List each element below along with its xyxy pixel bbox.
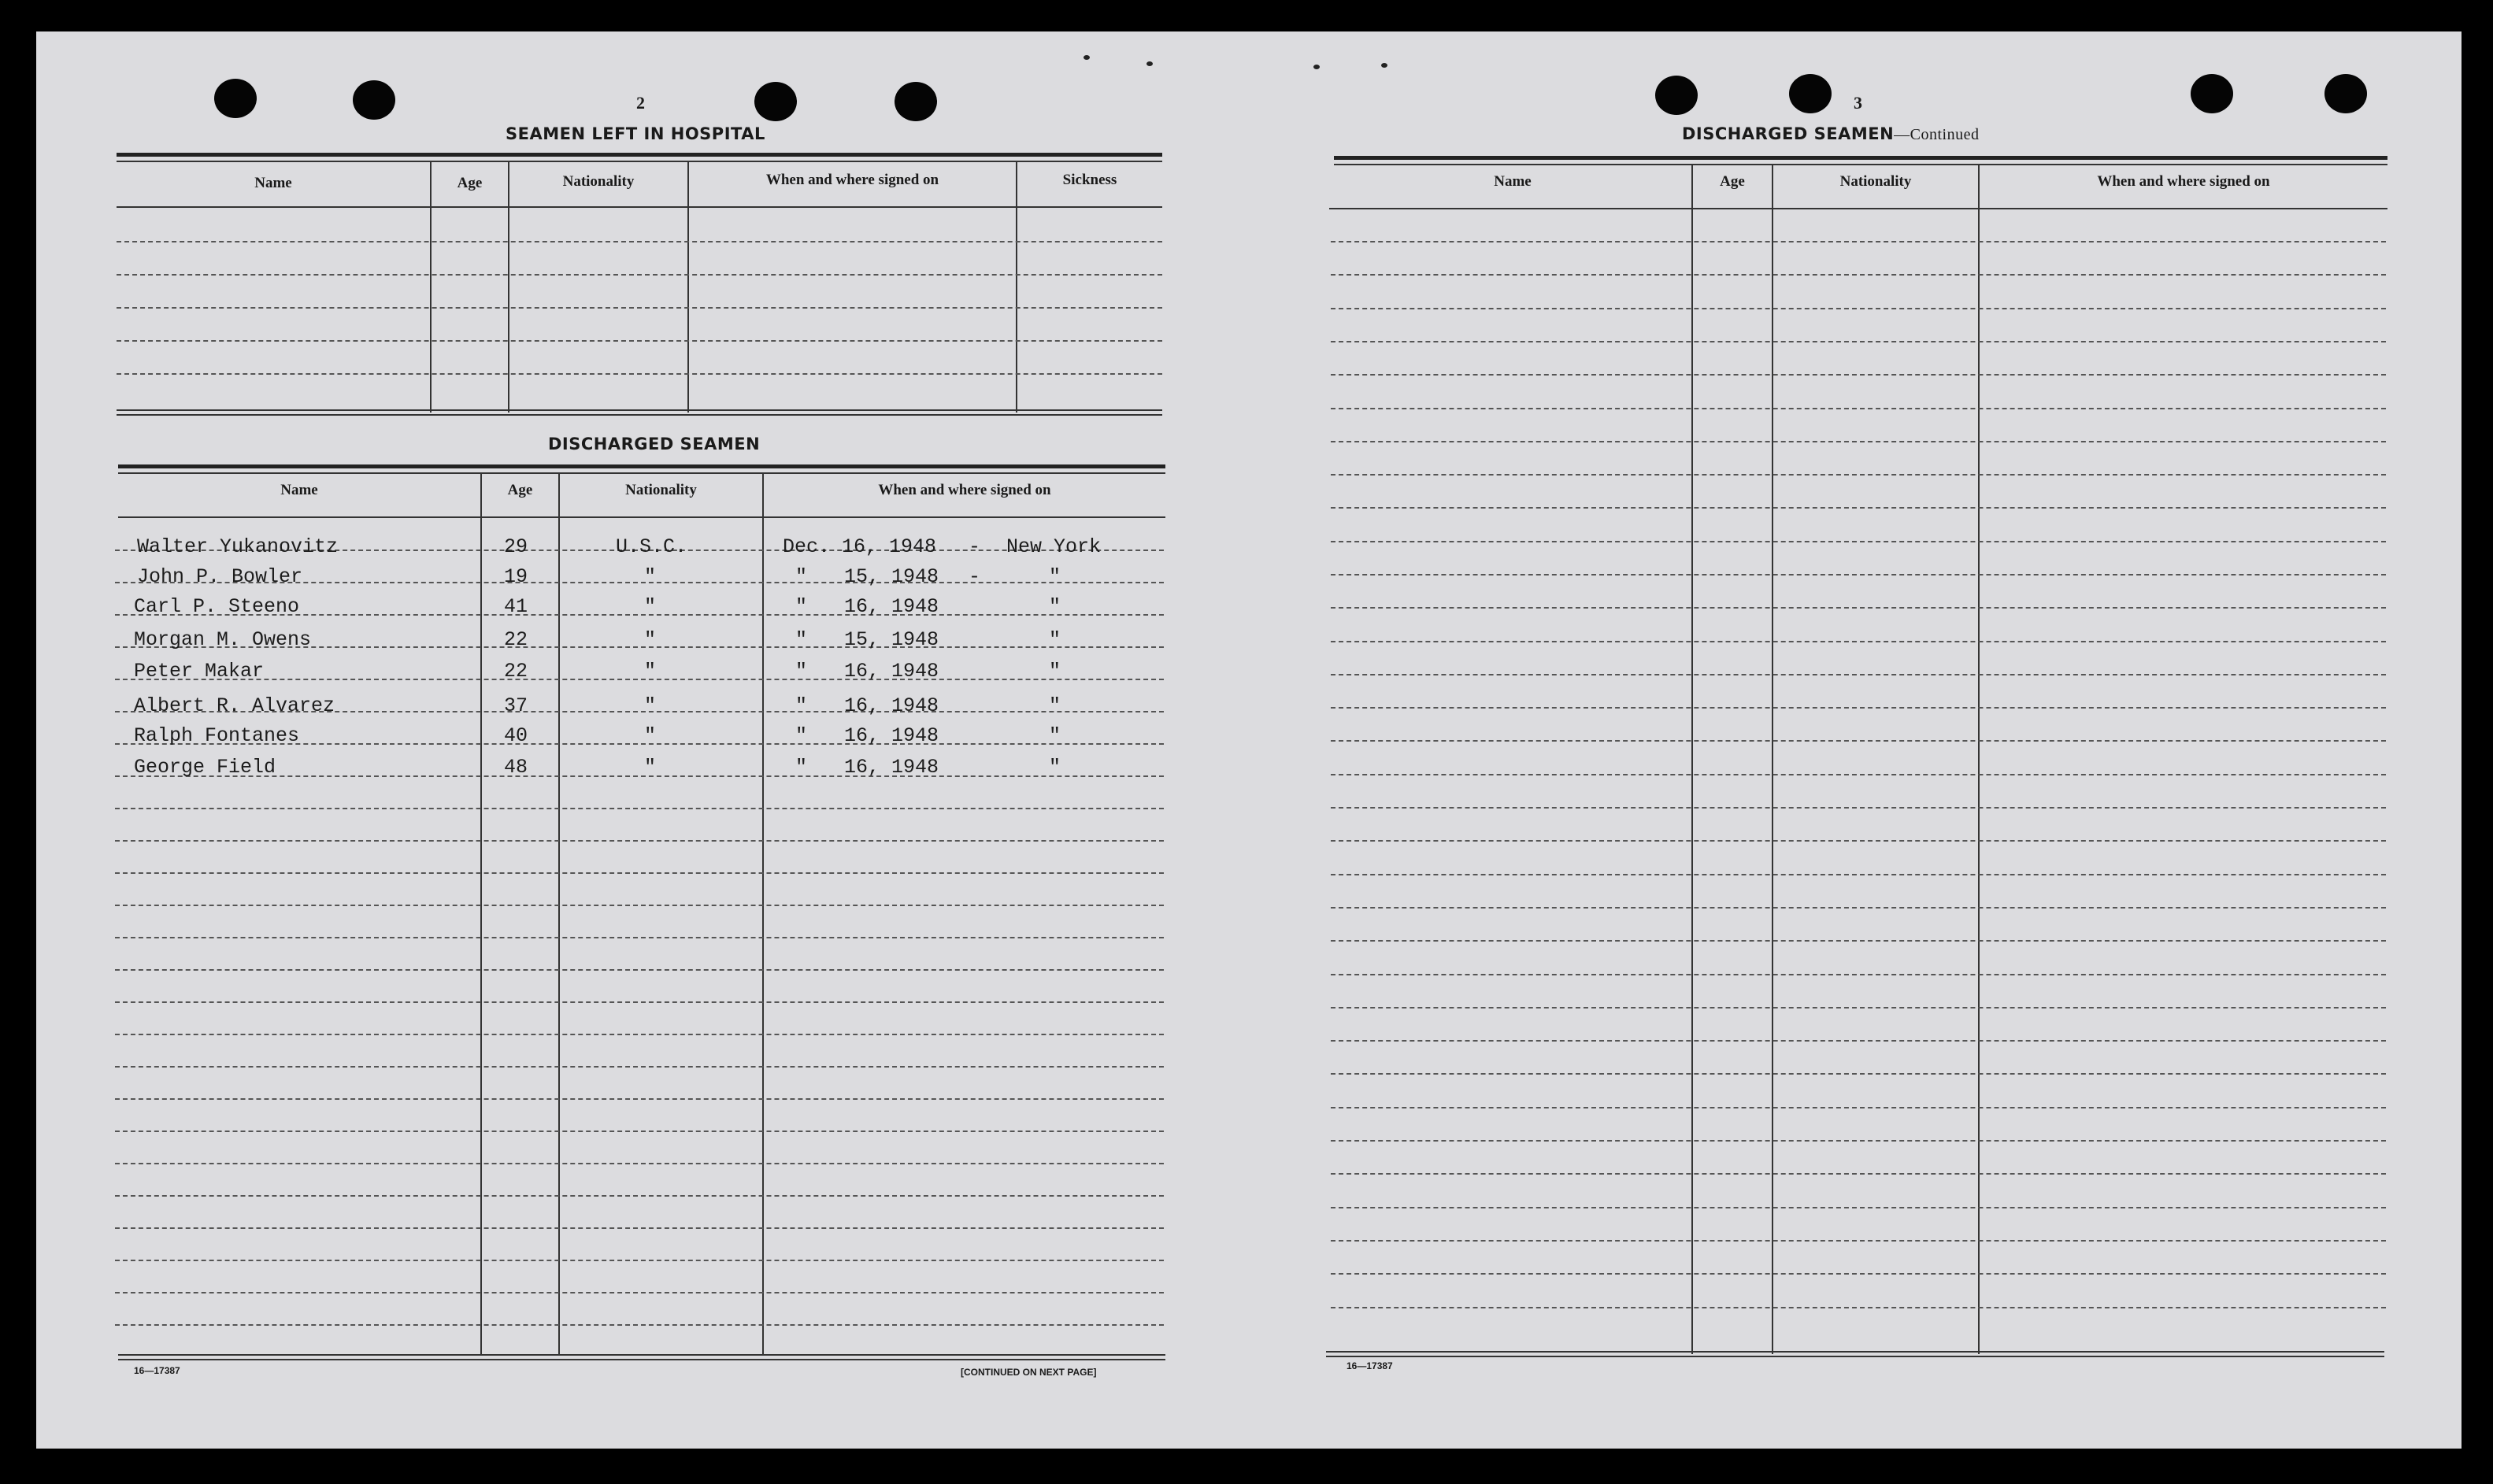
seaman-nationality: " [644,628,657,651]
seaman-age: 48 [504,756,528,779]
table-row-line [1331,674,2386,675]
seaman-nationality: " [644,724,657,747]
signed-on-date: 15, 1948 [844,628,939,651]
signed-on-month: " [795,628,808,651]
seaman-nationality: " [644,565,657,588]
table-row-line [115,840,1164,842]
signed-on-date: 16, 1948 [844,694,939,717]
table-row-line [1331,1073,2386,1075]
column-header-sickness: Sickness [1062,172,1117,188]
table-row-line [115,1195,1164,1197]
table-row-line [115,1324,1164,1326]
table-row-line [1331,274,2386,276]
discharged-continued-title [1682,124,1980,144]
table-row-line [1331,707,2386,709]
continued-note: [CONTINUED ON NEXT PAGE] [961,1367,1097,1378]
table-row-line [1331,1207,2386,1208]
form-number: 16—17387 [1347,1360,1393,1371]
table-row-line [1331,940,2386,942]
seaman-name: Carl P. Steeno [134,595,300,618]
table-row-line [1331,507,2386,509]
table-row-line [1331,874,2386,875]
signed-on-date: 16, 1948 [844,756,939,779]
table-row-line [115,1066,1164,1068]
table-row-line [1331,1040,2386,1042]
column-header-signed-on: When and where signed on [765,172,939,188]
table-row-line [1331,1273,2386,1275]
signed-on-place: " [1049,565,1061,588]
column-header-age: Age [507,482,533,498]
seaman-nationality: " [644,660,657,683]
table-row-line [1331,607,2386,609]
punch-hole [1789,74,1832,113]
discharged-section-title: DISCHARGED SEAMEN [548,435,761,453]
table-row-line [1331,341,2386,342]
punch-hole [754,82,797,121]
column-header-name: Name [280,482,318,498]
table-row-line [1331,1107,2386,1108]
signed-on-dash: - [969,535,981,558]
page-number: 2 [636,93,645,113]
table-row-line [115,1001,1164,1003]
table-row-line [115,1227,1164,1229]
signed-on-date: 15, 1948 [844,565,939,588]
signed-on-date: Dec. 16, 1948 [783,535,937,558]
table-row-line [117,373,1162,375]
seaman-age: 22 [504,628,528,651]
ink-speck [1381,63,1387,68]
column-header-nationality: Nationality [1839,173,1912,190]
form-number: 16—17387 [134,1365,180,1376]
signed-on-month: " [795,724,808,747]
seaman-name: Albert R. Alvarez [134,694,335,717]
table-row-line [1331,907,2386,909]
seaman-name: Peter Makar [134,660,265,683]
table-row-line [115,1098,1164,1100]
table-row-line [1331,774,2386,775]
column-header-name: Name [1494,173,1532,190]
table-row-line [115,969,1164,971]
table-row-line [1331,1007,2386,1008]
table-row-line [1331,441,2386,442]
punch-hole [2324,74,2367,113]
table-row-line [1331,1173,2386,1175]
table-row-line [115,1260,1164,1261]
table-row-line [115,872,1164,874]
hospital-section-title: SEAMEN LEFT IN HOSPITAL [506,124,765,143]
signed-on-place: " [1049,595,1061,618]
signed-on-place: " [1049,660,1061,683]
table-row-line [1331,574,2386,575]
signed-on-month: " [795,694,808,717]
table-row-line [115,1034,1164,1035]
punch-hole [2191,74,2233,113]
table-row-line [1331,1307,2386,1308]
seaman-age: 29 [504,535,528,558]
seaman-name: John P. Bowler [137,565,303,588]
ink-speck [1313,65,1320,69]
table-row-line [1331,840,2386,842]
table-row-line [1331,374,2386,376]
table-row-line [1331,308,2386,309]
table-row-line [1331,241,2386,242]
table-row-line [1331,541,2386,542]
column-header-nationality: Nationality [562,173,635,190]
table-row-line [115,808,1164,809]
seaman-nationality: " [644,595,657,618]
column-header-signed-on: When and where signed on [2097,173,2270,190]
signed-on-place: New York [1006,535,1102,558]
table-row-line [115,679,1164,680]
signed-on-month: " [795,595,808,618]
column-header-name: Name [254,175,292,191]
title-main: DISCHARGED SEAMEN [1682,124,1895,143]
signed-on-month: " [795,756,808,779]
signed-on-month: " [795,660,808,683]
table-row-line [1331,1240,2386,1242]
signed-on-date: 16, 1948 [844,724,939,747]
column-header-age: Age [457,175,483,191]
table-row-line [115,1163,1164,1164]
table-row-line [1331,807,2386,809]
signed-on-place: " [1049,694,1061,717]
signed-on-month: " [795,565,808,588]
table-row-line [117,274,1162,276]
table-row-line [115,1292,1164,1293]
seaman-nationality: " [644,756,657,779]
ink-speck [1146,61,1153,66]
seaman-nationality: U.S.C. [616,535,687,558]
table-row-line [115,937,1164,938]
punch-hole [214,79,257,118]
table-row-line [1331,474,2386,476]
column-header-nationality: Nationality [625,482,697,498]
column-header-signed-on: When and where signed on [878,482,1051,498]
seaman-name: George Field [134,756,276,779]
title-continued: —Continued [1894,126,1980,143]
punch-hole [895,82,937,121]
ink-speck [1084,55,1090,60]
punch-hole [353,80,395,120]
signed-on-place: " [1049,724,1061,747]
table-row-line [117,307,1162,309]
seaman-age: 22 [504,660,528,683]
table-row-line [1331,641,2386,642]
table-row-line [117,340,1162,342]
table-row-line [115,1131,1164,1132]
table-row-line [1331,408,2386,409]
seaman-age: 40 [504,724,528,747]
seaman-age: 37 [504,694,528,717]
table-row-line [1331,974,2386,975]
seaman-name: Morgan M. Owens [134,628,312,651]
seaman-age: 19 [504,565,528,588]
signed-on-dash: - [969,565,981,588]
punch-hole [1655,76,1698,115]
page-number: 3 [1854,93,1862,113]
signed-on-place: " [1049,756,1061,779]
signed-on-date: 16, 1948 [844,595,939,618]
seaman-name: Walter Yukanovitz [137,535,339,558]
seaman-nationality: " [644,694,657,717]
signed-on-date: 16, 1948 [844,660,939,683]
seaman-age: 41 [504,595,528,618]
table-row-line [117,241,1162,242]
table-row-line [115,905,1164,906]
signed-on-place: " [1049,628,1061,651]
seaman-name: Ralph Fontanes [134,724,300,747]
table-row-line [1331,1140,2386,1142]
column-header-age: Age [1720,173,1745,190]
table-row-line [1331,740,2386,742]
